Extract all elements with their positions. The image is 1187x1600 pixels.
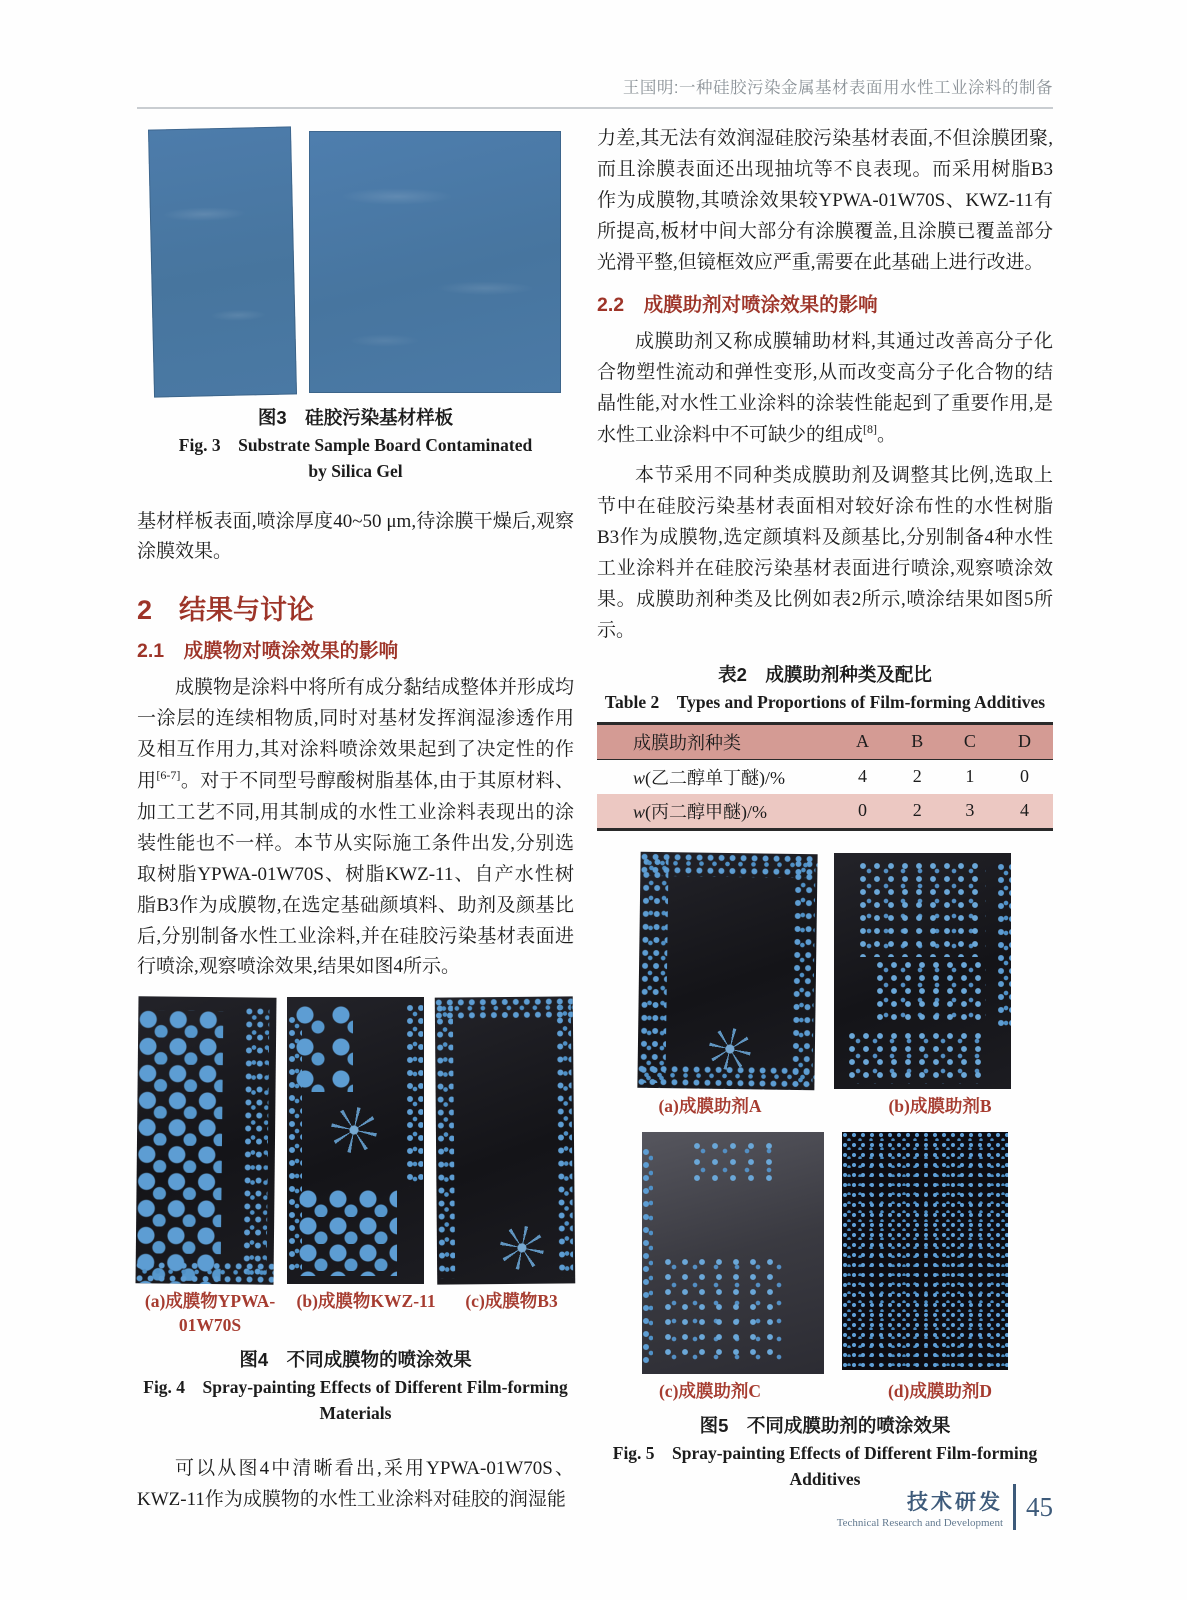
footer-section	[837, 1486, 1003, 1529]
table2-header-type: 成膜助剂种类	[633, 732, 741, 753]
section-2-1-heading: 2.1 成膜物对喷涂效果的影响	[137, 640, 399, 663]
dendrite-strip	[556, 1003, 574, 1279]
citation-8: [8]	[863, 421, 878, 436]
page-footer	[837, 1484, 1053, 1530]
figure3	[137, 128, 574, 396]
blue-blob-texture	[298, 1190, 397, 1276]
figure3-caption-en-line2: by Silica Gel	[308, 461, 403, 482]
section-2-heading: 2 结果与讨论	[137, 595, 315, 626]
blue-dot-texture	[876, 961, 986, 1027]
figure5-panel-c	[642, 1132, 824, 1374]
table2-header-row	[597, 723, 1053, 759]
blue-blob-texture	[136, 1011, 224, 1285]
paragraph-2-1-text: 成膜物是涂料中将所有成分黏结成整体并形成均一涂层的连续相物质,同时对基材发挥润湿渗透作用及相互作用力,其对涂料喷涂效果起到了决定性的作用	[137, 677, 575, 792]
dendrite-strip	[406, 1003, 423, 1187]
figure4-caption-cn: 图4 不同成膜物的喷涂效果	[239, 1348, 472, 1370]
table2-header-a: A	[856, 731, 870, 752]
dendrite-strip	[136, 1261, 274, 1285]
figure5-top-row	[597, 853, 1053, 1089]
figure4-panel-a	[136, 997, 277, 1285]
figure3-caption-en-line1: Fig. 3 Substrate Sample Board Contaminated	[178, 435, 533, 455]
figure4-caption-c: (c)成膜物B3	[465, 1291, 558, 1312]
figure5-caption-en-line1: Fig. 5 Spray-painting Effects of Different Film-forming	[612, 1443, 1038, 1464]
figure5-subcaptions-top	[597, 1095, 1053, 1119]
paragraph-2-2-a-text: 成膜助剂又称成膜辅助材料,其通过改善高分子化合物塑性流动和弹性变形,从而改变高分子化合物的结晶性能,对水性工业涂料的涂装性能起到了重要作用,是水性工业涂料中不可缺少的组成	[597, 330, 1053, 446]
blue-blob-texture	[295, 1006, 353, 1092]
figure4-subcaptions	[137, 1290, 574, 1337]
figure5-caption-c: (c)成膜助剂C	[658, 1381, 762, 1402]
paragraph-2-1	[137, 673, 574, 983]
figure5-subcaptions-bottom	[597, 1380, 1053, 1404]
table2-cell: 0	[1020, 766, 1030, 787]
paragraph-2-2-a	[597, 327, 1053, 451]
figure5-caption-a: (a)成膜助剂A	[658, 1095, 762, 1116]
dendrite-strip	[791, 859, 815, 1086]
dendrite-strip	[437, 1004, 456, 1280]
table2-cell: 4	[1020, 800, 1030, 821]
dendrite-strip	[997, 862, 1011, 1027]
figure5-caption-cn: 图5 不同成膜助剂的喷涂效果	[699, 1415, 951, 1437]
figure5-panel-a	[637, 852, 817, 1090]
table2-cell: 2	[912, 766, 922, 787]
symbol-w: w	[633, 767, 646, 788]
paragraph-2-1-text-cont: 。对于不同型号醇酸树脂基体,由于其原材料、加工工艺不同,用其制成的水性工业涂料表现出的涂装性能也不一样。本节从实际施工条件出发,分别选取树脂YPWA-01W70S、树脂KWZ-11、自产水性树脂B3作为成膜物,在选定基础颜填料、助剂及颜基比后,分别制备水性工业涂料,并在硅胶污染基材表面进行喷涂,观察喷涂效果,结果如图4所示。	[137, 770, 574, 978]
figure4	[137, 997, 574, 1284]
symbol-w: w	[633, 801, 646, 822]
paragraph-fig4-discussion: 可以从图4中清晰看出,采用YPWA-01W70S、KWZ-11作为成膜物的水性工业涂料对硅胶的润湿能	[137, 1458, 574, 1511]
table2-row-propylene	[597, 794, 1053, 830]
paragraph-continuation: 力差,其无法有效润湿硅胶污染基材表面,不但涂膜团聚,而且涂膜表面还出现抽坑等不良表现。而采用树脂B3作为成膜物,其喷涂效果较YPWA-01W70S、KWZ-11有所提高,板材中间大部分有涂膜覆盖,且涂膜已覆盖部分光滑平整,但镜框效应严重,需要在此基础上进行改进。	[597, 128, 1053, 273]
figure5-caption-en-line2: Additives	[789, 1469, 861, 1490]
table2-cell: 2	[912, 800, 922, 821]
figure5-panel-b	[834, 853, 1011, 1089]
dendrite-strip	[640, 852, 817, 878]
table2	[597, 722, 1053, 831]
figure3-board-right	[309, 131, 561, 393]
snowflake-pattern	[708, 1028, 751, 1071]
figure5-panel-d	[842, 1132, 1008, 1370]
dense-dot-texture	[842, 1132, 1008, 1370]
table2-cell: 4	[858, 766, 868, 787]
figure4-caption-en	[137, 1374, 574, 1427]
footer-section-en: Technical Research and Development	[836, 1516, 1003, 1529]
footer-section-cn: 技术研发	[907, 1490, 1003, 1514]
figure4-panel-c	[435, 997, 575, 1285]
table2-cell-label	[597, 794, 834, 830]
running-title: 王国明:一种硅胶污染金属基材表面用水性工业涂料的制备	[622, 79, 1053, 97]
dendrite-strip	[639, 856, 669, 1083]
snowflake-pattern	[331, 1107, 377, 1153]
citation-6-7: [6-7]	[156, 768, 181, 783]
table2-row-ethylene	[597, 759, 1053, 794]
figure5-bottom-row	[597, 1132, 1053, 1374]
page-header	[137, 74, 1053, 109]
right-column	[597, 124, 1053, 1493]
left-column	[137, 122, 574, 1526]
figure4-caption-a: (a)成膜物YPWA-01W70S	[144, 1291, 276, 1336]
table2-caption-en: Table 2 Types and Proportions of Film-forming Additives	[604, 691, 1046, 712]
dendrite-strip	[435, 997, 573, 1021]
table2-header-b: B	[911, 731, 924, 752]
figure3-caption-cn: 图3 硅胶污染基材样板	[257, 407, 454, 428]
table2-cell: 3	[965, 800, 975, 821]
dendrite-strip	[243, 1006, 269, 1276]
figure4-caption-en-line1: Fig. 4 Spray-painting Effects of Different Film-forming	[143, 1376, 568, 1397]
figure4-caption-b: (b)成膜物KWZ-11	[296, 1291, 436, 1312]
blue-dot-texture	[859, 862, 986, 956]
table2-caption-cn: 表2 成膜助剂种类及配比	[718, 663, 932, 685]
paragraph-2-2-a-end: 。	[877, 424, 897, 446]
table2-cell-label	[597, 759, 834, 794]
section-2-2-heading: 2.2 成膜助剂对喷涂效果的影响	[597, 293, 878, 316]
figure4-caption-en-line2: Materials	[319, 1402, 392, 1423]
blue-dot-texture	[848, 1032, 986, 1084]
paragraph-fig3-note: 基材样板表面,喷涂厚度40~50 μm,待涂膜干燥后,观察涂膜效果。	[137, 510, 574, 563]
table2-cell: 0	[858, 800, 868, 821]
figure5-caption-b: (b)成膜助剂B	[888, 1095, 992, 1116]
table2-cell: 1	[965, 766, 975, 787]
figure3-board-left	[147, 126, 296, 397]
blue-dot-texture	[664, 1258, 784, 1360]
table2-label-text: (乙二醇单丁醚)/%	[645, 767, 785, 788]
figure3-caption-en	[137, 432, 574, 485]
dendrite-strip	[288, 1015, 302, 1273]
figure4-panel-b	[287, 997, 425, 1284]
blue-dot-texture	[693, 1142, 777, 1181]
page-number: 45	[1026, 1491, 1053, 1522]
figure5-caption-d: (d)成膜助剂D	[887, 1381, 993, 1402]
footer-divider	[1013, 1484, 1016, 1530]
snowflake-pattern	[500, 1226, 544, 1270]
table2-header-c: C	[963, 731, 976, 752]
dendrite-strip	[642, 1147, 653, 1365]
paragraph-2-2-b: 本节采用不同种类成膜助剂及调整其比例,选取上节中在硅胶污染基材表面相对较好涂布性的水性树脂B3作为成膜物,选定颜填料及颜基比,分别制备4种水性工业涂料并在硅胶污染基材表面进行喷涂,观察喷涂效果。成膜助剂种类及比例如表2所示,喷涂结果如图5所示。	[597, 465, 1053, 641]
table2-label-text: (丙二醇甲醚)/%	[645, 801, 767, 822]
table2-header-d: D	[1018, 731, 1032, 752]
